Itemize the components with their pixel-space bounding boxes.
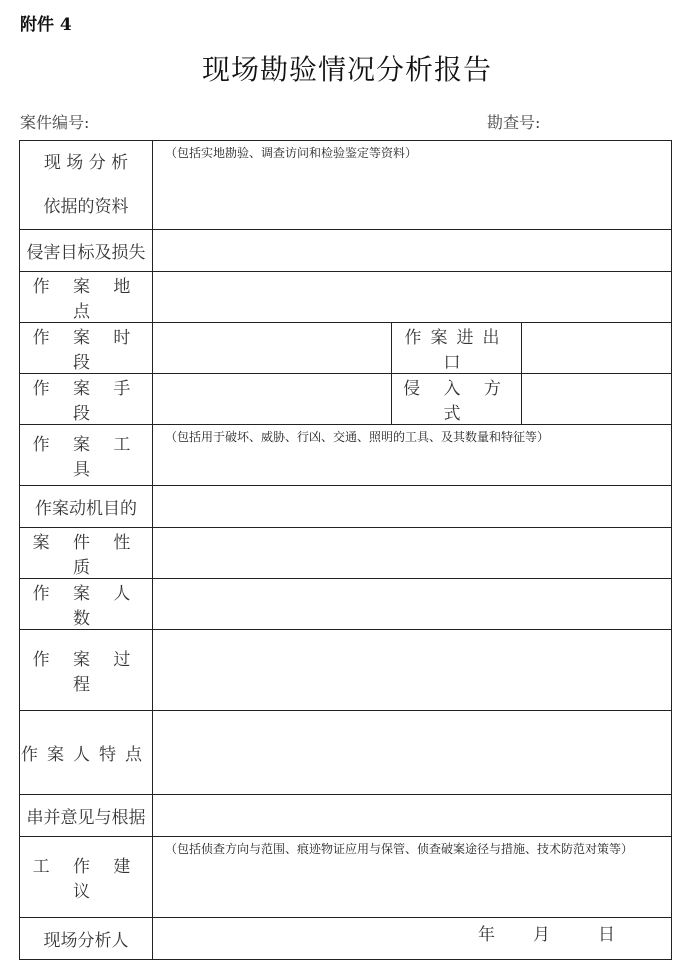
date-month-label: 月 — [533, 925, 550, 945]
basis-label-line1: 现 场 分 析 — [43, 153, 129, 173]
count-field[interactable] — [153, 579, 672, 630]
time-label: 作 案 时 段 — [20, 323, 153, 374]
traits-field[interactable] — [153, 711, 672, 795]
motive-label: 作案动机目的 — [20, 486, 153, 528]
target-field[interactable] — [153, 230, 672, 272]
form-row-tools — [20, 425, 672, 486]
entry-exit-label: 作案进出口 — [392, 323, 522, 374]
form-row-merge — [20, 795, 672, 837]
form-row-basis — [20, 141, 672, 230]
basis-field[interactable] — [153, 141, 672, 230]
tools-field[interactable] — [153, 425, 672, 486]
form-row-process — [20, 630, 672, 711]
process-label: 作 案 过 程 — [20, 630, 153, 711]
intrusion-label: 侵 入 方 式 — [392, 374, 522, 425]
process-field[interactable] — [153, 630, 672, 711]
analyst-field[interactable] — [153, 918, 672, 960]
intrusion-field[interactable] — [522, 374, 672, 425]
date-day-label: 日 — [598, 925, 615, 945]
form-row-time — [20, 323, 672, 374]
tools-label: 作 案 工 具 — [20, 425, 153, 486]
advice-field[interactable] — [153, 837, 672, 918]
attachment-label: 附件 4 — [20, 15, 72, 35]
basis-label-cell — [20, 141, 153, 230]
form-row-traits — [20, 711, 672, 795]
means-field[interactable] — [153, 374, 392, 425]
traits-label: 作案人特点 — [20, 711, 153, 795]
means-label: 作 案 手 段 — [20, 374, 153, 425]
basis-label-line2: 依据的资料 — [43, 197, 129, 217]
tools-note: （包括用于破坏、威胁、行凶、交通、照明的工具、及其数量和特征等） — [165, 430, 550, 444]
advice-note: （包括侦查方向与范围、痕迹物证应用与保管、侦查破案途径与措施、技术防范对策等） — [165, 842, 634, 856]
form-row-count — [20, 579, 672, 630]
basis-note: （包括实地勘验、调查访问和检验鉴定等资料） — [165, 146, 418, 160]
entry-exit-field[interactable] — [522, 323, 672, 374]
form-row-target — [20, 230, 672, 272]
nature-field[interactable] — [153, 528, 672, 579]
analyst-label: 现场分析人 — [20, 918, 153, 960]
advice-label: 工 作 建 议 — [20, 837, 153, 918]
place-label: 作 案 地 点 — [20, 272, 153, 323]
time-field[interactable] — [153, 323, 392, 374]
merge-field[interactable] — [153, 795, 672, 837]
survey-number-label: 勘查号: — [487, 113, 541, 132]
nature-label: 案 件 性 质 — [20, 528, 153, 579]
form-row-means — [20, 374, 672, 425]
form-row-analyst — [20, 918, 672, 960]
form-row-advice — [20, 837, 672, 918]
form-row-motive — [20, 486, 672, 528]
place-field[interactable] — [153, 272, 672, 323]
analysis-form-table — [19, 140, 672, 960]
count-label: 作 案 人 数 — [20, 579, 153, 630]
motive-field[interactable] — [153, 486, 672, 528]
form-row-nature — [20, 528, 672, 579]
page-title: 现场勘验情况分析报告 — [201, 53, 492, 86]
case-number-label: 案件编号: — [20, 113, 90, 132]
merge-label: 串并意见与根据 — [20, 795, 153, 837]
target-label: 侵害目标及损失 — [20, 230, 153, 272]
date-year-label: 年 — [478, 925, 495, 945]
form-row-place — [20, 272, 672, 323]
